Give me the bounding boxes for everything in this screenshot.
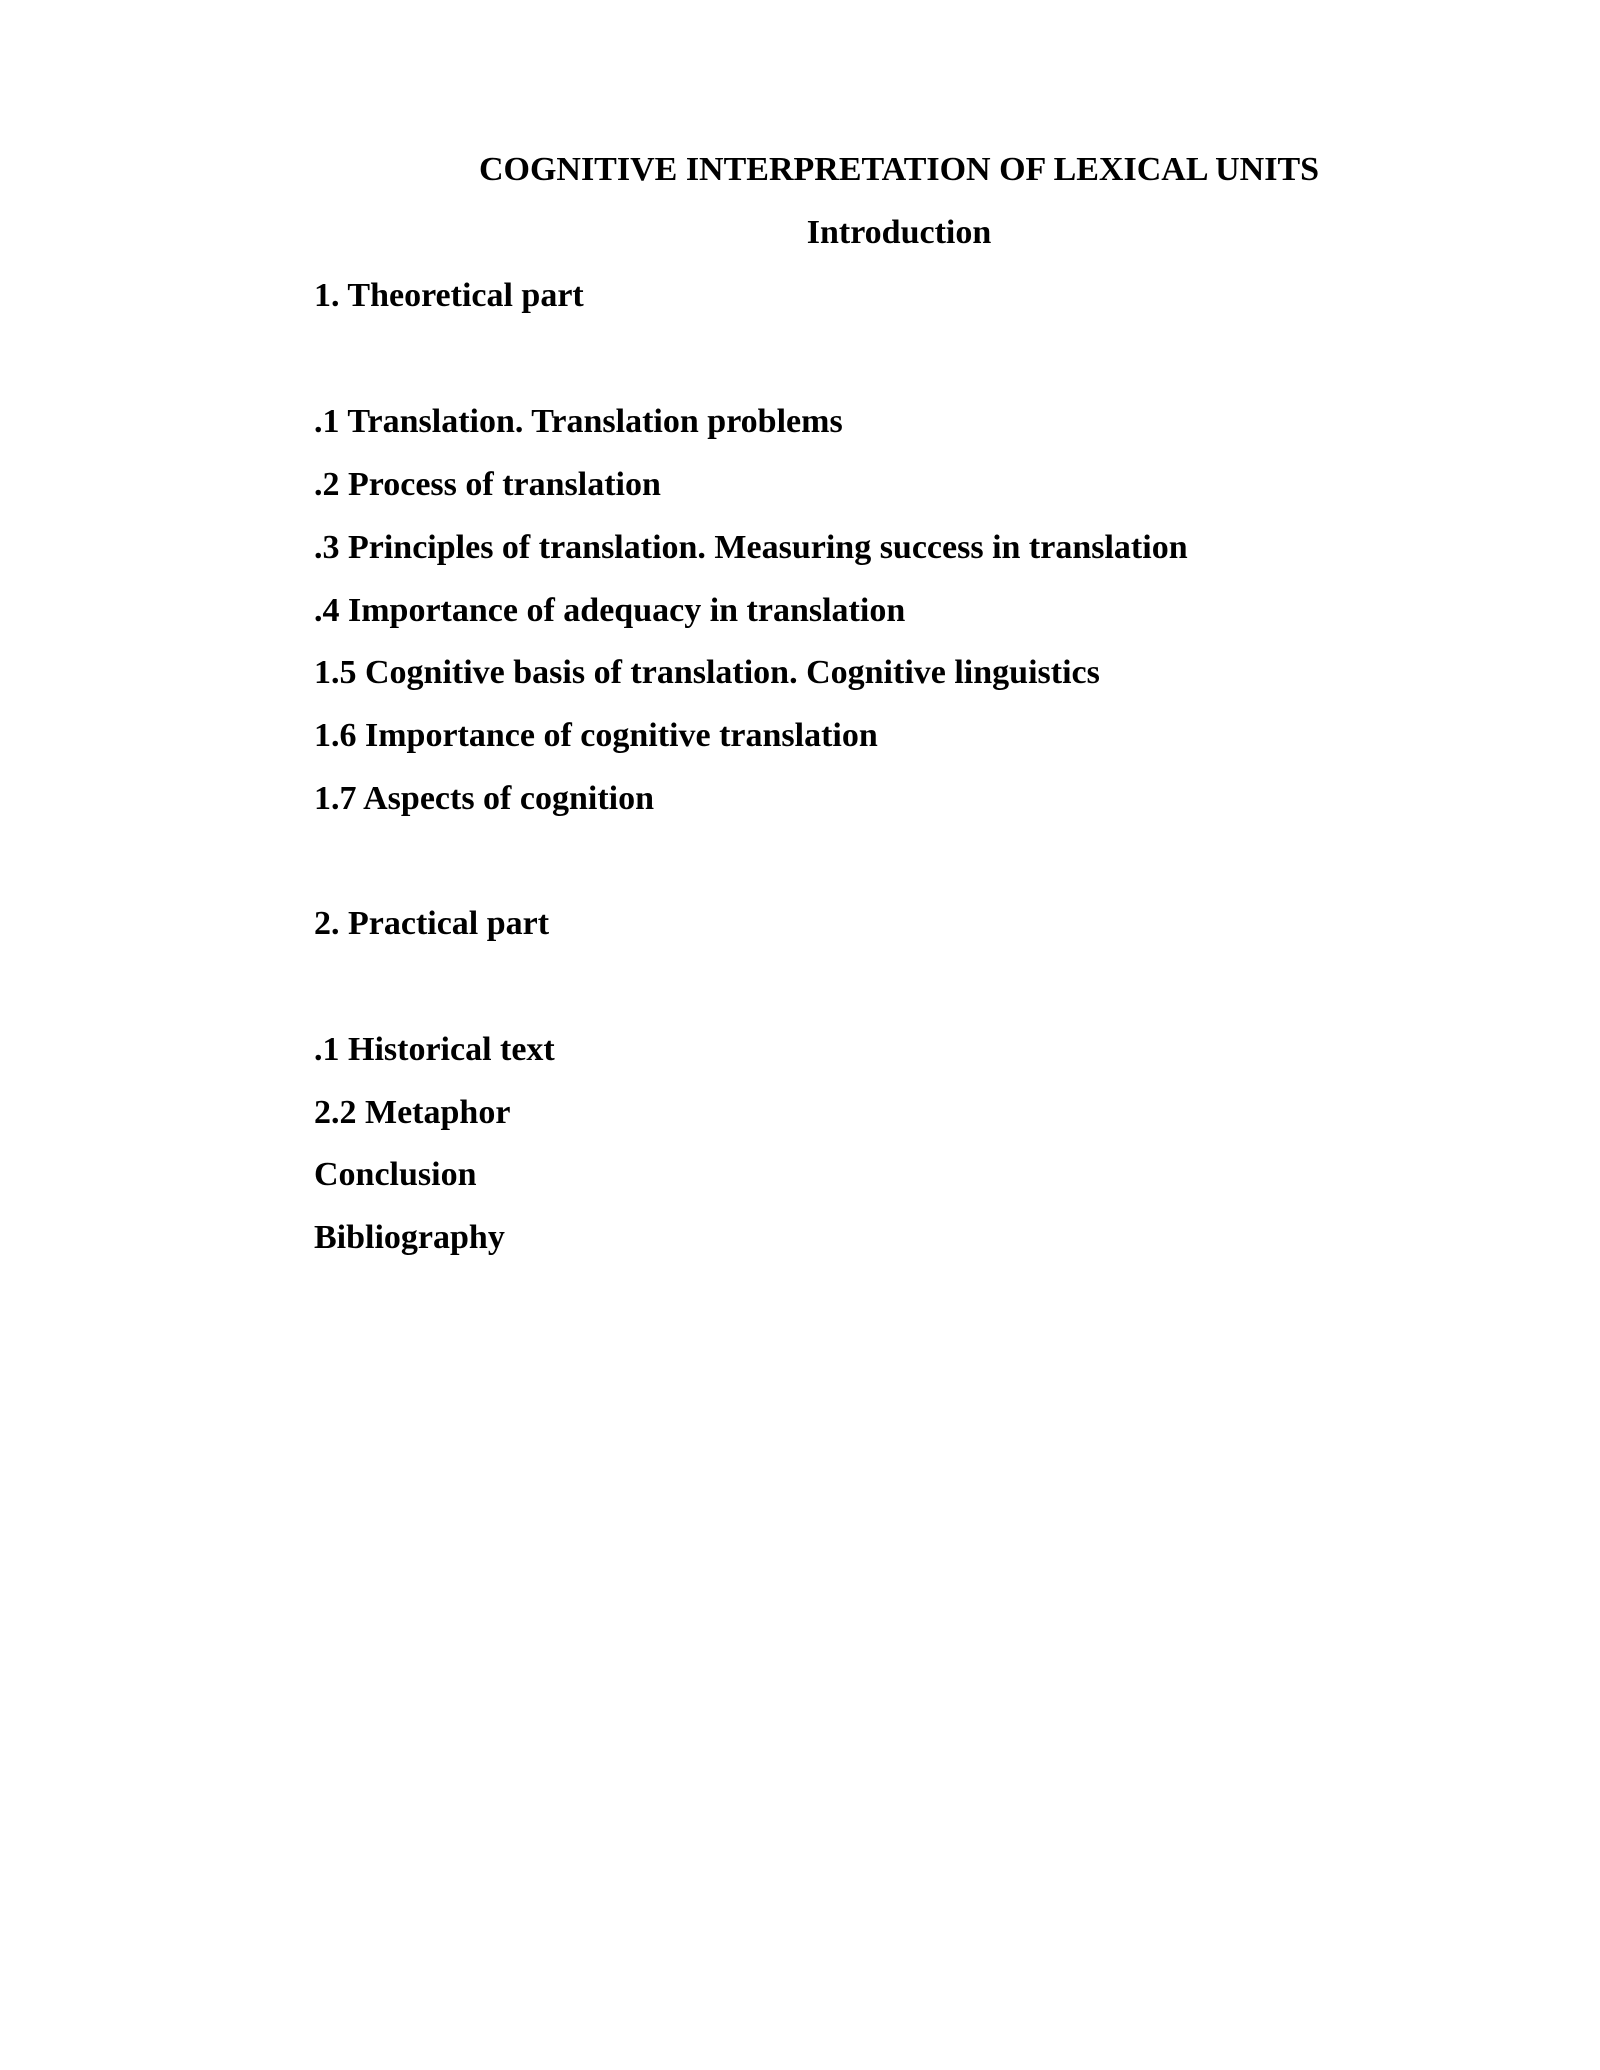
toc-entry-importance-of-adequacy: .4 Importance of adequacy in translation bbox=[314, 592, 906, 629]
toc-entry-principles-of-translation: .3 Principles of translation. Measuring success in translation bbox=[314, 529, 1188, 566]
introduction-heading: Introduction bbox=[806, 214, 992, 251]
toc-entry-cognitive-translation: 1.6 Importance of cognitive translation bbox=[314, 717, 878, 754]
toc-entry-bibliography: Bibliography bbox=[314, 1219, 505, 1256]
toc-entry-translation-problems: .1 Translation. Translation problems bbox=[314, 403, 843, 440]
toc-entry-theoretical-part: 1. Theoretical part bbox=[314, 277, 584, 314]
toc-entry-conclusion: Conclusion bbox=[314, 1156, 477, 1193]
toc-entry-process-of-translation: .2 Process of translation bbox=[314, 466, 661, 503]
toc-entry-aspects-of-cognition: 1.7 Aspects of cognition bbox=[314, 780, 654, 817]
document-title: COGNITIVE INTERPRETATION OF LEXICAL UNITS bbox=[478, 151, 1320, 188]
toc-entry-practical-part: 2. Practical part bbox=[314, 905, 550, 942]
toc-entry-historical-text: .1 Historical text bbox=[314, 1031, 555, 1068]
toc-entry-metaphor: 2.2 Metaphor bbox=[314, 1094, 511, 1131]
toc-entry-cognitive-basis: 1.5 Cognitive basis of translation. Cognitive linguistics bbox=[314, 654, 1100, 691]
